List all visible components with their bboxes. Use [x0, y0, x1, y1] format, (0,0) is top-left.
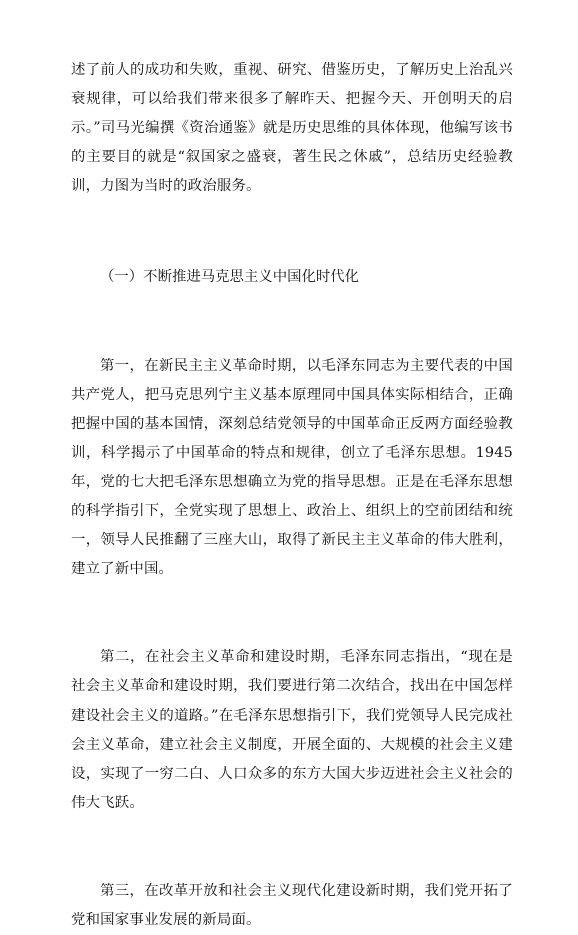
paragraph-intro: 述了前人的成功和失败，重视、研究、借鉴历史，了解历史上治乱兴衰规律，可以给我们带来很多了解昨天、把握今天、开创明天的启示。”司马光编撰《资治通鉴》就是历史思维的具体体现，他编写该书的主要目的就是“叙国家之盛衰，著生民之休戚”，总结历史经验教训，力图为当时的政治服务。: [71, 62, 513, 195]
document-page: [71, 56, 513, 935]
paragraph-gap: [71, 818, 513, 877]
paragraph-gap: [71, 293, 513, 352]
paragraph-gap: [71, 201, 513, 263]
section-heading: （一）不断推进马克思主义中国化时代化: [100, 269, 360, 286]
paragraph-gap: [71, 584, 513, 643]
paragraph-second: 第二，在社会主义革命和建设时期，毛泽东同志指出，“现在是社会主义革命和建设时期，我们要进行第二次结合，找出在中国怎样建设社会主义的道路。”在毛泽东思想指引下，我们党领导人民完成社会主义革命，建立社会主义制度，开展全面的、大规模的社会主义建设，实现了一穷二白、人口众多的东方大国大步迈进社会主义社会的伟大飞跃。: [71, 649, 513, 811]
paragraph-first: 第一，在新民主主义革命时期，以毛泽东同志为主要代表的中国共产党人，把马克思列宁主义基本原理同中国具体实际相结合，正确把握中国的基本国情，深刻总结党领导的中国革命正反两方面经验教训，科学揭示了中国革命的特点和规律，创立了毛泽东思想。1945 年，党的七大把毛泽东思想确立为党的指导思想。正是在毛泽东思想的科学指引下，全党实现了思想上、政治上、组织上的空前团结和统一，领导人民推翻了三座大山，取得了新民主主义革命的伟大胜利，建立了新中国。: [71, 357, 513, 578]
paragraph-third: 第三，在改革开放和社会主义现代化建设新时期，我们党开拓了党和国家事业发展的新局面。: [71, 882, 513, 928]
